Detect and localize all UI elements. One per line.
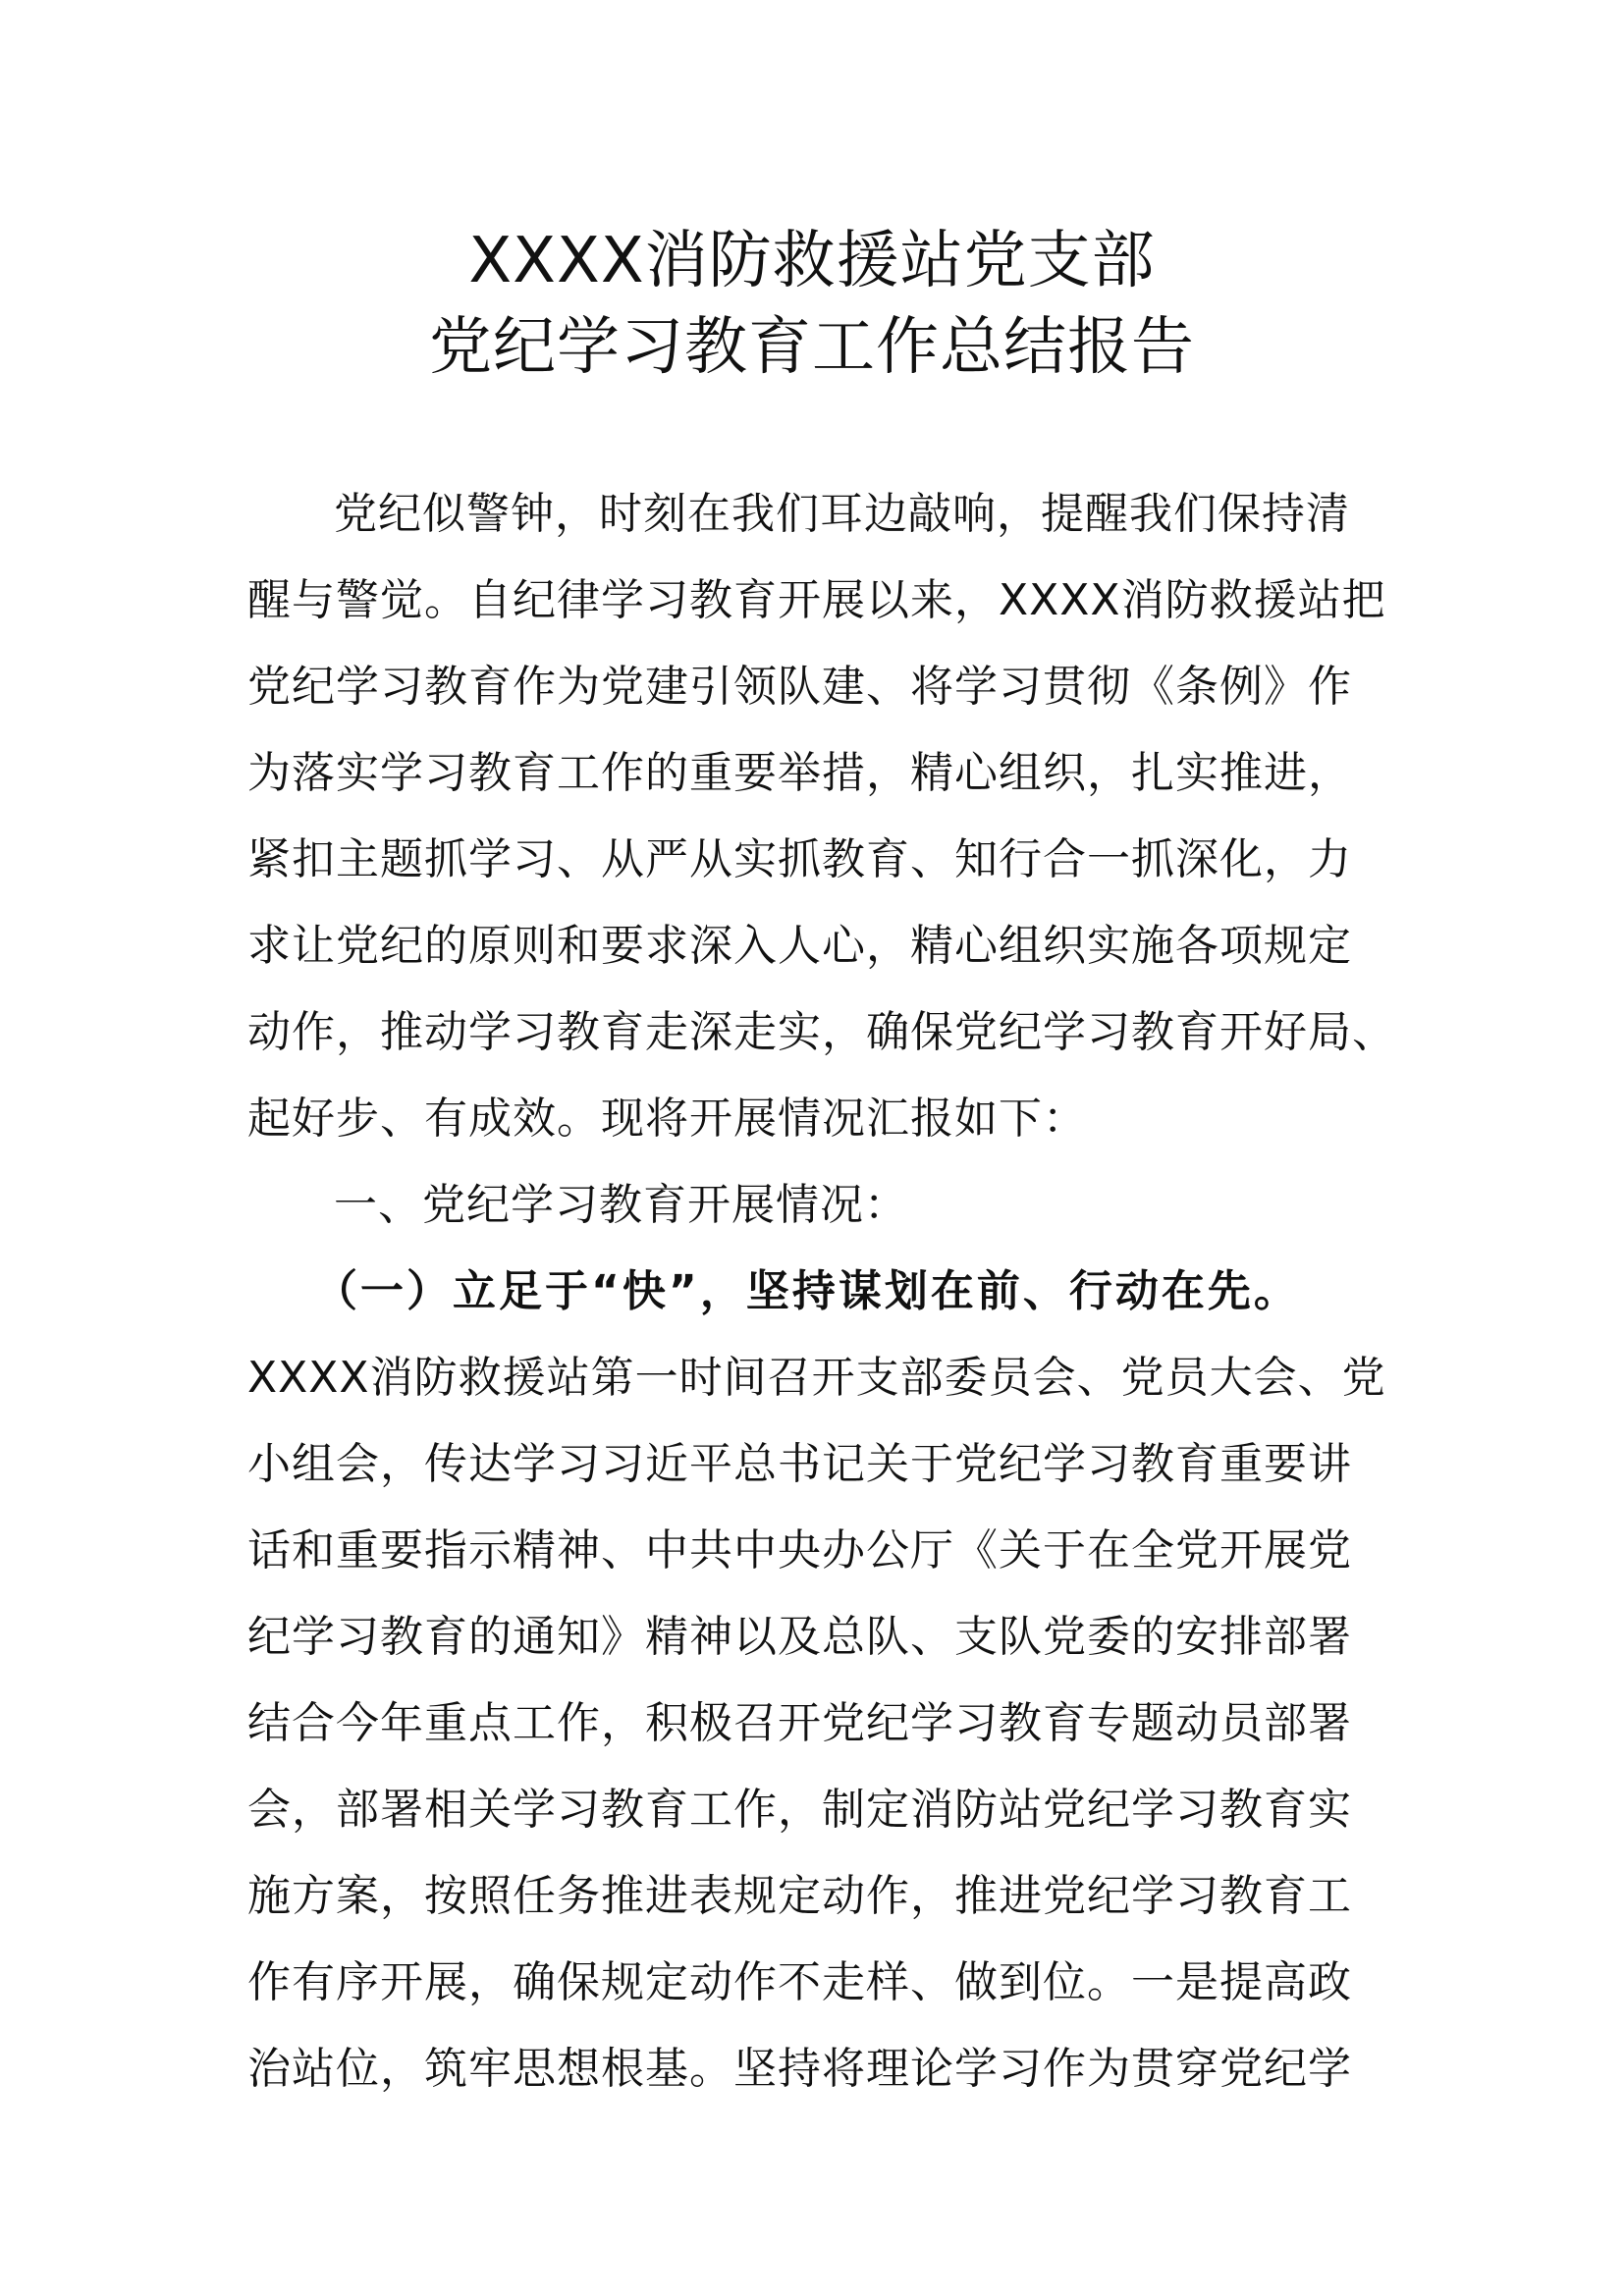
title-line-1: XXXX消防救援站党支部 (468, 225, 1156, 297)
paragraph-line: 动作，推动学习教育走深走实，确保党纪学习教育开好局、 (247, 1007, 1396, 1057)
paragraph-line: 作有序开展，确保规定动作不走样、做到位。一是提高政 (247, 1957, 1352, 2007)
paragraph-line: 党纪学习教育作为党建引领队建、将学习贯彻《条例》作 (247, 662, 1352, 712)
paragraph-line: 醒与警觉。自纪律学习教育开展以来，XXXX消防救援站把 (247, 575, 1386, 625)
paragraph-line: 党纪似警钟，时刻在我们耳边敲响，提醒我们保持清 (334, 489, 1350, 539)
title-line-2: 党纪学习教育工作总结报告 (429, 311, 1195, 384)
subsection-heading: （一）立足于“快”，坚持谋划在前、行动在先。 (314, 1266, 1300, 1316)
paragraph-line: 起好步、有成效。现将开展情况汇报如下： (247, 1094, 1087, 1144)
paragraph-line: 小组会，传达学习习近平总书记关于党纪学习教育重要讲 (247, 1439, 1352, 1489)
paragraph-line: 紧扣主题抓学习、从严从实抓教育、知行合一抓深化，力 (247, 834, 1352, 884)
paragraph-line: 会，部署相关学习教育工作，制定消防站党纪学习教育实 (247, 1785, 1352, 1835)
paragraph-line: 为落实学习教育工作的重要举措，精心组织，扎实推进， (247, 748, 1352, 798)
paragraph-line: 治站位，筑牢思想根基。坚持将理论学习作为贯穿党纪学 (247, 2044, 1352, 2094)
document-title (0, 218, 1624, 391)
paragraph-line: 纪学习教育的通知》精神以及总队、支队党委的安排部署 (247, 1612, 1352, 1662)
paragraph-line: 结合今年重点工作，积极召开党纪学习教育专题动员部署 (247, 1698, 1352, 1748)
section-heading: 一、党纪学习教育开展情况： (334, 1180, 908, 1230)
paragraph-line: 话和重要指示精神、中共中央办公厅《关于在全党开展党 (247, 1525, 1352, 1575)
paragraph-line: XXXX消防救援站第一时间召开支部委员会、党员大会、党 (247, 1353, 1386, 1403)
paragraph-line: 求让党纪的原则和要求深入人心，精心组织实施各项规定 (247, 921, 1352, 971)
paragraph-line: 施方案，按照任务推进表规定动作，推进党纪学习教育工 (247, 1871, 1352, 1921)
document-body (247, 471, 1426, 2112)
